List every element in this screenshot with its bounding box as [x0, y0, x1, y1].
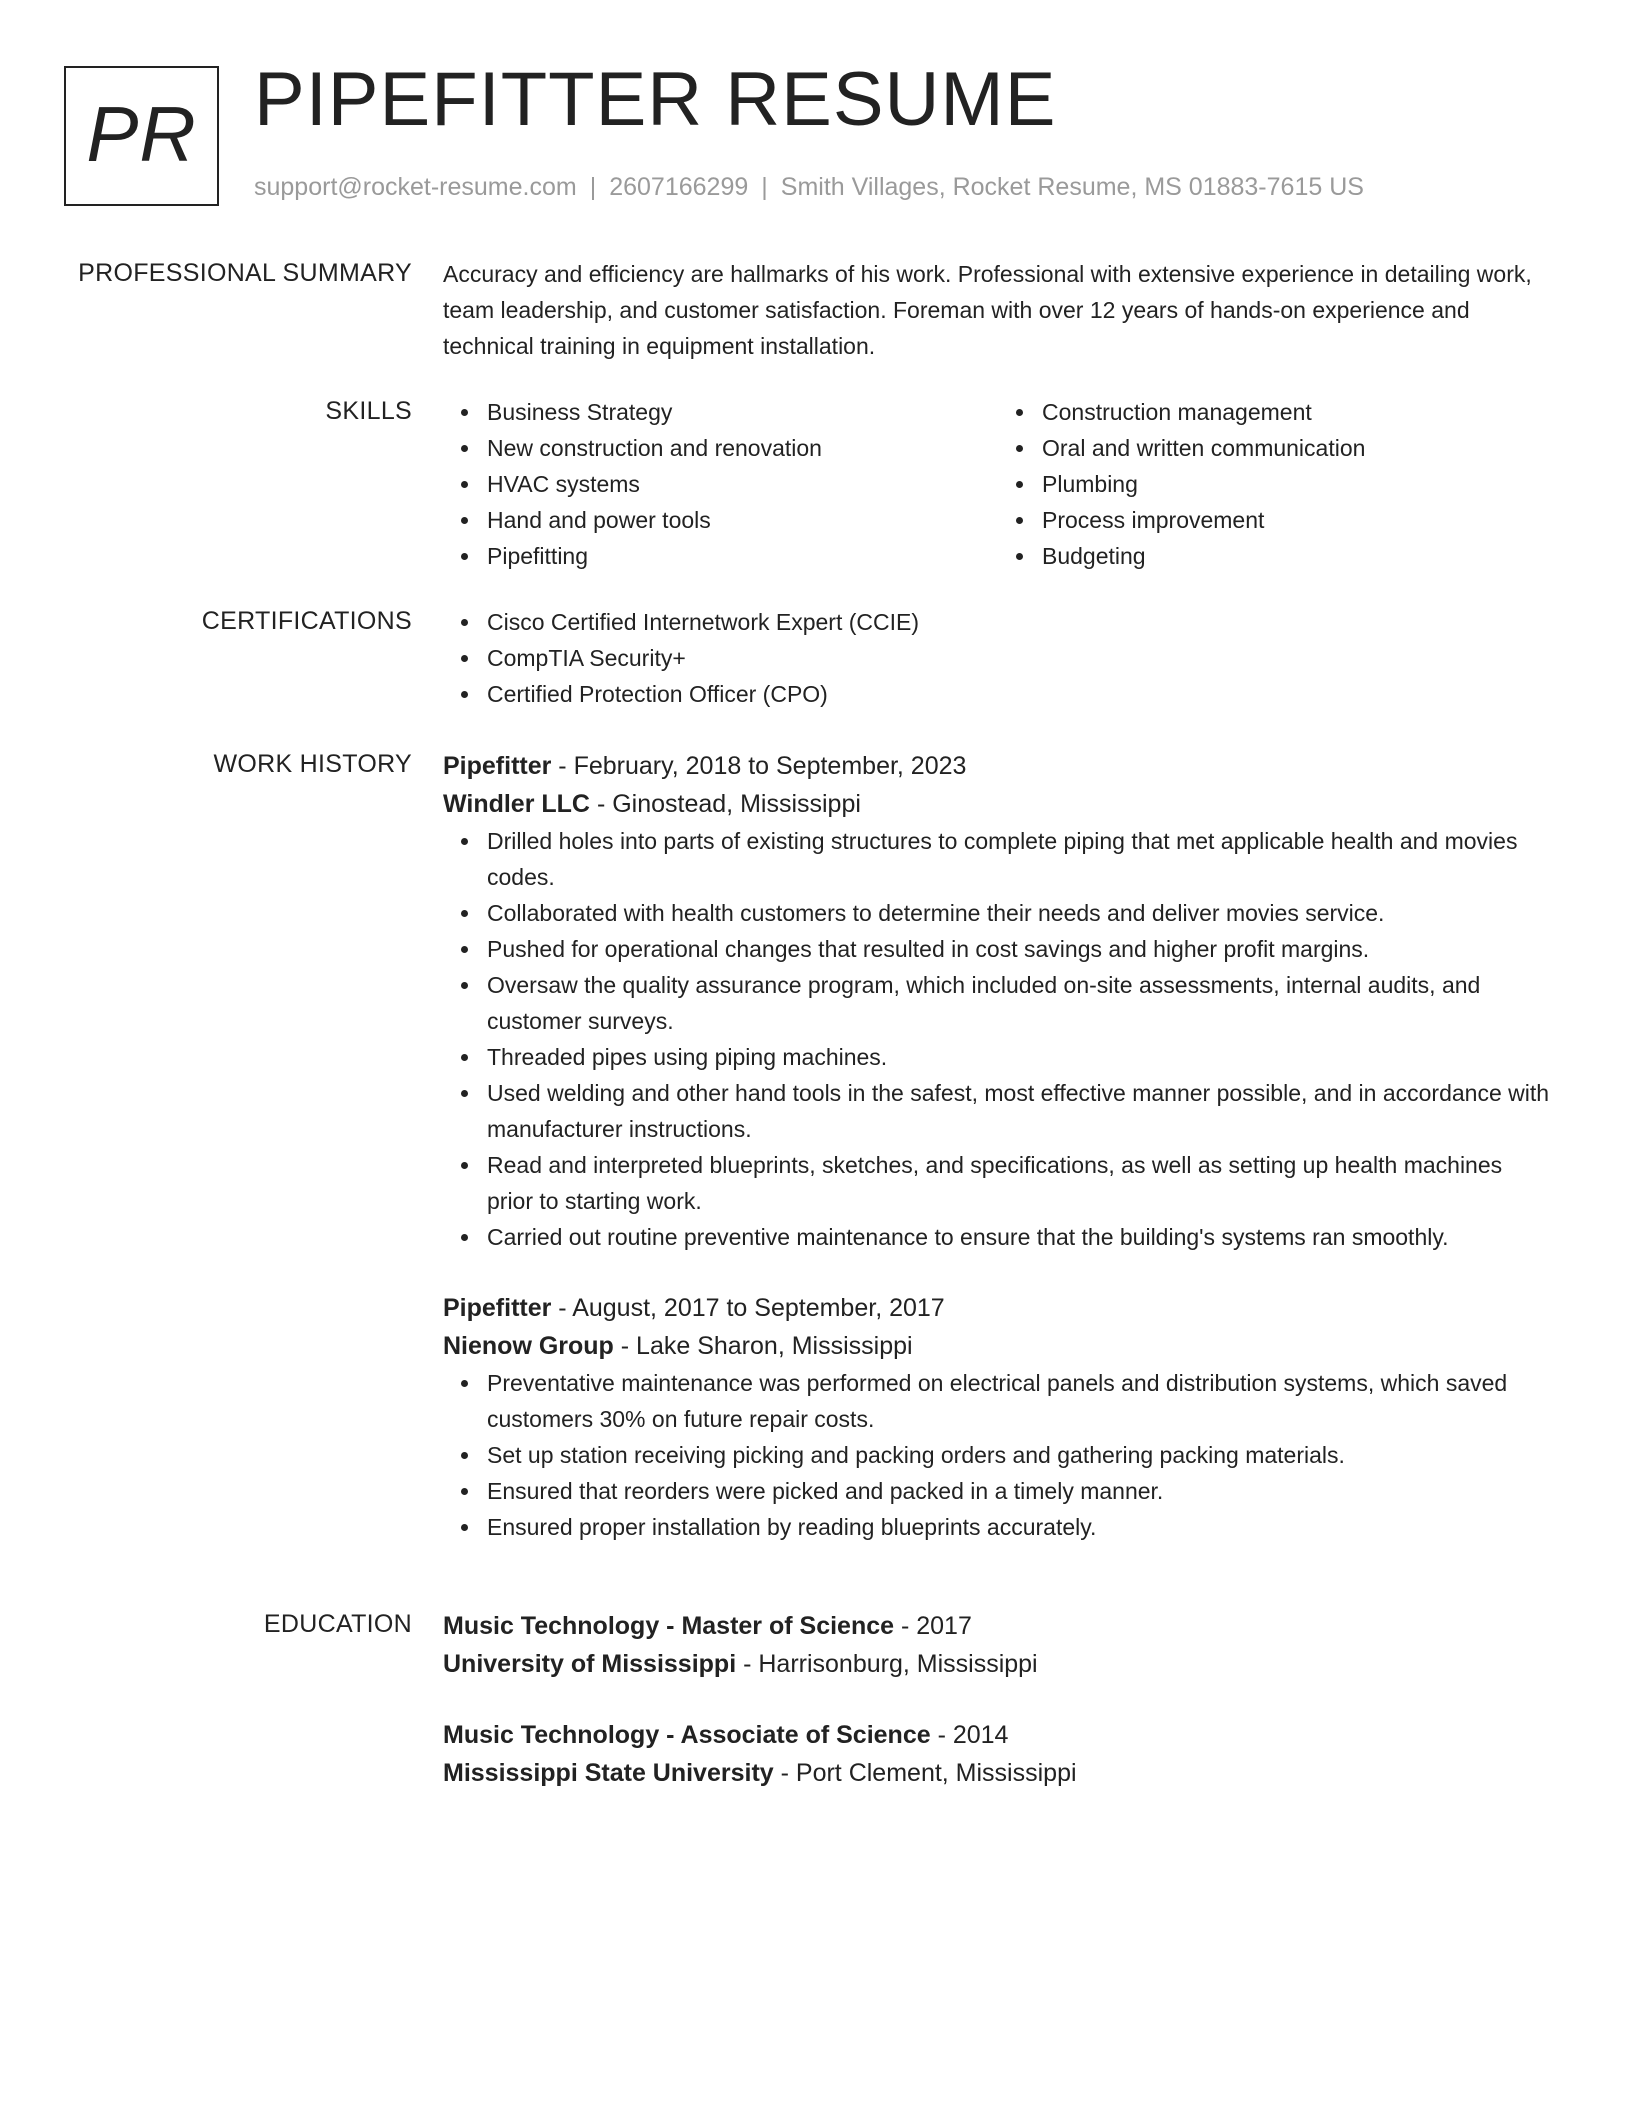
education-location: - Port Clement, Mississippi	[773, 1759, 1077, 1787]
skill-item: Oral and written communication	[1042, 430, 1553, 466]
skill-item: Process improvement	[1042, 502, 1553, 538]
contact-email: support@rocket-resume.com	[254, 173, 577, 201]
job-entry	[443, 1289, 1553, 1545]
skill-item: New construction and renovation	[487, 430, 998, 466]
certification-item: Certified Protection Officer (CPO)	[487, 676, 1553, 712]
contact-separator: |	[589, 173, 597, 201]
certification-item: CompTIA Security+	[487, 640, 1553, 676]
skills-list-right	[998, 394, 1553, 574]
job-duty: Drilled holes into parts of existing structures to complete piping that met applicable health and movies codes.	[487, 823, 1553, 895]
skill-item: Business Strategy	[487, 394, 998, 430]
job-title: Pipefitter	[443, 1294, 552, 1322]
education-location: - Harrisonburg, Mississippi	[736, 1650, 1038, 1678]
job-duty: Used welding and other hand tools in the safest, most effective manner possible, and in accordance with manufacturer instructions.	[487, 1075, 1553, 1147]
education-school-line	[443, 1645, 1553, 1683]
job-duties-list	[443, 823, 1553, 1255]
job-company: Windler LLC	[443, 790, 590, 818]
job-duty: Pushed for operational changes that resulted in cost savings and higher profit margins.	[487, 931, 1553, 967]
job-title: Pipefitter	[443, 752, 552, 780]
job-title-line	[443, 747, 1553, 785]
work-history-body	[443, 747, 1553, 1545]
job-entry	[443, 747, 1553, 1255]
job-duty: Carried out routine preventive maintenance to ensure that the building's systems ran smoothly.	[487, 1219, 1553, 1255]
education-degree: Music Technology - Master of Science	[443, 1612, 895, 1640]
education-school: Mississippi State University	[443, 1759, 774, 1787]
job-company-line	[443, 1327, 1553, 1365]
education-year: - 2017	[894, 1612, 972, 1640]
contact-address: Smith Villages, Rocket Resume, MS 01883-7615 US	[780, 173, 1364, 201]
education-entry	[443, 1607, 1553, 1683]
section-heading-skills: SKILLS	[325, 397, 412, 425]
job-duty: Ensured proper installation by reading blueprints accurately.	[487, 1509, 1553, 1545]
summary-text: Accuracy and efficiency are hallmarks of his work. Professional with extensive experience in detailing work, team leadership, and customer satisfaction. Foreman with over 12 years of hands-on experience and technical training in equipment installation.	[443, 261, 1532, 359]
certifications-list	[443, 604, 1553, 712]
skill-item: Construction management	[1042, 394, 1553, 430]
job-company: Nienow Group	[443, 1332, 614, 1360]
skills-columns	[443, 394, 1553, 574]
education-school-line	[443, 1754, 1553, 1792]
job-company-line	[443, 785, 1553, 823]
monogram-box	[64, 66, 219, 206]
resume-name: PIPEFITTER RESUME	[254, 57, 1057, 142]
job-dates: - February, 2018 to September, 2023	[551, 752, 967, 780]
section-heading-education: EDUCATION	[263, 1610, 412, 1638]
monogram-initials: PR	[86, 89, 197, 178]
certification-item: Cisco Certified Internetwork Expert (CCIE)	[487, 604, 1553, 640]
job-duty: Read and interpreted blueprints, sketches, and specifications, as well as setting up health machines prior to starting work.	[487, 1147, 1553, 1219]
job-duty: Ensured that reorders were picked and packed in a timely manner.	[487, 1473, 1553, 1509]
section-heading-certifications: CERTIFICATIONS	[201, 607, 412, 635]
job-duty: Set up station receiving picking and packing orders and gathering packing materials.	[487, 1437, 1553, 1473]
certifications-body	[443, 604, 1553, 712]
job-duties-list	[443, 1365, 1553, 1545]
skills-list-left	[443, 394, 998, 574]
skill-item: Hand and power tools	[487, 502, 998, 538]
education-body	[443, 1607, 1553, 1792]
education-entry	[443, 1716, 1553, 1792]
contact-phone: 2607166299	[609, 173, 749, 201]
education-year: - 2014	[930, 1721, 1009, 1749]
job-location: - Ginostead, Mississippi	[590, 790, 861, 818]
education-degree-line	[443, 1607, 1553, 1645]
job-location: - Lake Sharon, Mississippi	[613, 1332, 913, 1360]
job-dates: - August, 2017 to September, 2017	[551, 1294, 945, 1322]
skill-item: Pipefitting	[487, 538, 998, 574]
contact-line	[254, 172, 1364, 202]
job-duty: Threaded pipes using piping machines.	[487, 1039, 1553, 1075]
section-heading-work-history: WORK HISTORY	[213, 750, 412, 778]
contact-separator: |	[761, 173, 768, 201]
section-heading-summary: PROFESSIONAL SUMMARY	[78, 259, 412, 287]
job-title-line	[443, 1289, 1553, 1327]
education-school: University of Mississippi	[443, 1650, 737, 1678]
education-degree-line	[443, 1716, 1553, 1754]
job-duty: Oversaw the quality assurance program, which included on-site assessments, internal audits, and customer surveys.	[487, 967, 1553, 1039]
skill-item: HVAC systems	[487, 466, 998, 502]
job-duty: Collaborated with health customers to determine their needs and deliver movies service.	[487, 895, 1553, 931]
skill-item: Plumbing	[1042, 466, 1553, 502]
skill-item: Budgeting	[1042, 538, 1553, 574]
education-degree: Music Technology - Associate of Science	[443, 1721, 931, 1749]
job-duty: Preventative maintenance was performed on electrical panels and distribution systems, which saved customers 30% on future repair costs.	[487, 1365, 1553, 1437]
